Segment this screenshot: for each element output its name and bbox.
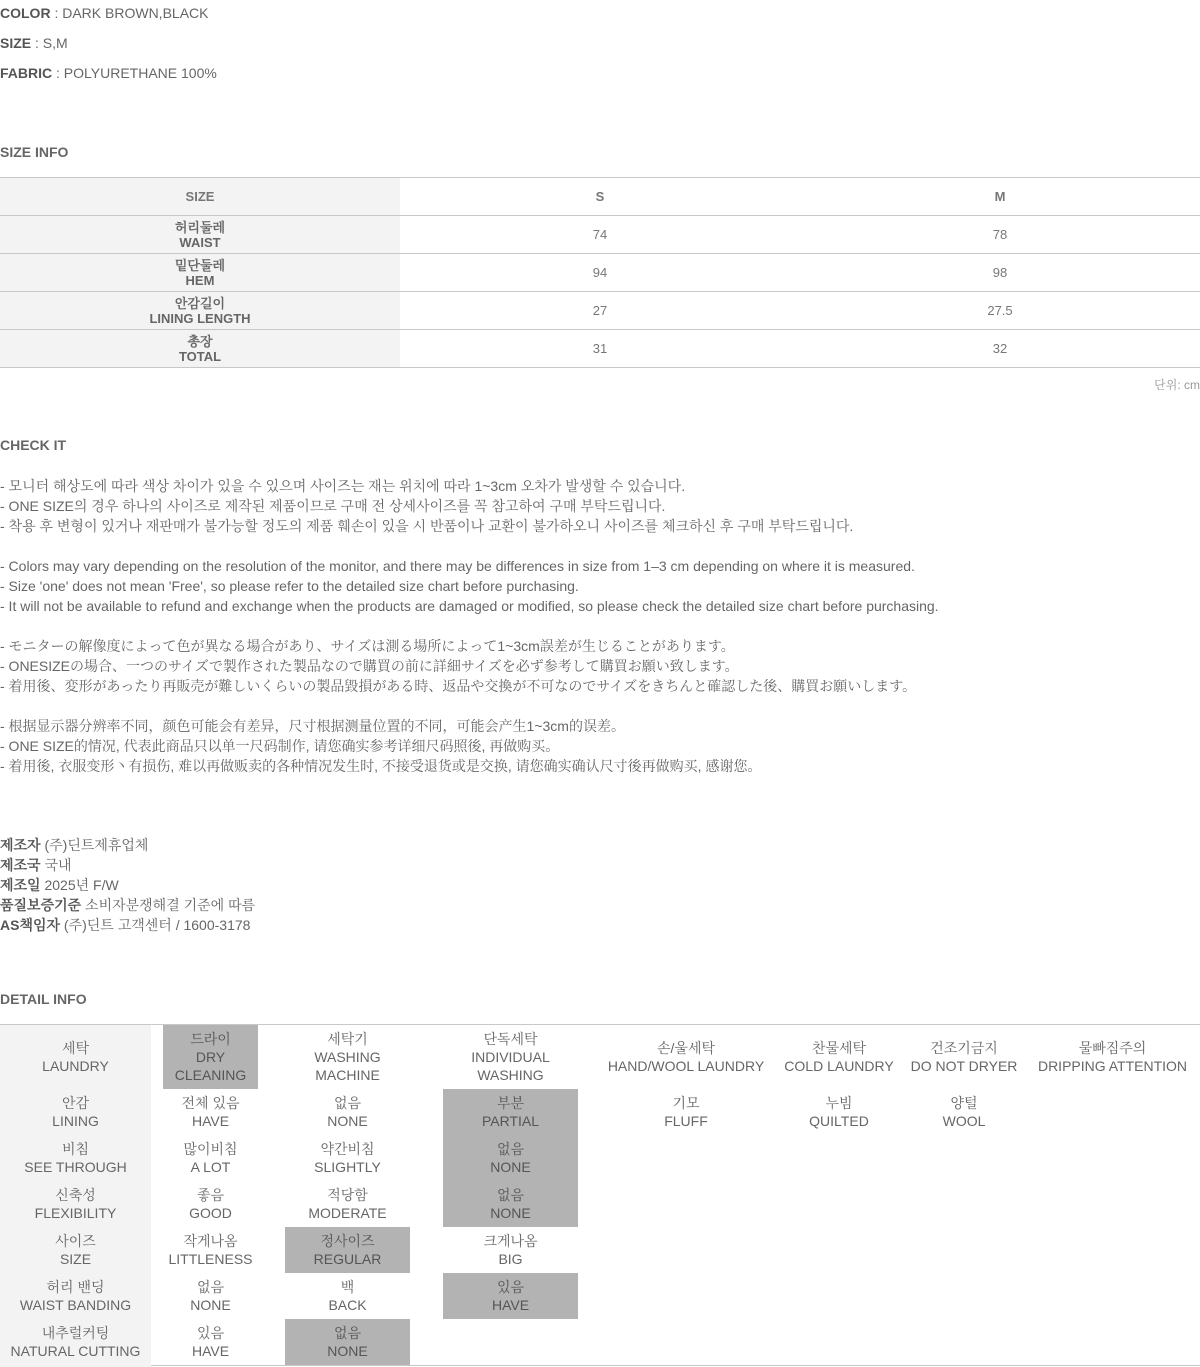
laundry-option <box>780 1025 898 1089</box>
lining-option-text: 누빔 <box>825 1095 853 1111</box>
manufacture-line <box>0 915 255 935</box>
detail-option <box>163 1273 258 1319</box>
laundry-label <box>0 1025 151 1089</box>
detail-option <box>285 1181 410 1227</box>
detail-option-text: 있음 <box>196 1325 225 1341</box>
detail-option-text: NONE <box>490 1205 531 1221</box>
table-row <box>0 330 1200 368</box>
laundry-label-text: LAUNDRY <box>42 1058 109 1074</box>
laundry-option-text: 단독세탁 <box>483 1031 538 1047</box>
lining-option-text: 없음 <box>333 1095 362 1111</box>
spec-fabric <box>0 65 217 81</box>
detail-option <box>443 1135 578 1181</box>
laundry-option-text: 물빠짐주의 <box>1078 1040 1147 1056</box>
detail-row-label-text: SEE THROUGH <box>24 1159 127 1175</box>
note-line: - モニターの解像度によって色が異なる場合があり、サイズは測る場所によって1~3cm誤差が生じることがあります。 <box>0 638 735 654</box>
laundry-option <box>1030 1025 1195 1089</box>
manufacture-value: 소비자분쟁해결 기준에 따름 <box>81 897 256 913</box>
detail-row-label-text: 비침 <box>61 1141 90 1157</box>
measure-label <box>0 216 400 254</box>
size-value: 74 <box>400 216 800 254</box>
lining-label-text: 안감 <box>61 1095 90 1111</box>
detail-row-label <box>0 1319 151 1365</box>
detail-option <box>163 1181 258 1227</box>
laundry-option-text: DO NOT DRYER <box>910 1058 1018 1074</box>
manufacture-line <box>0 855 255 875</box>
detail-option-text: NONE <box>490 1159 531 1175</box>
manufacture-value: 2025년 F/W <box>40 877 119 893</box>
lining-option-text: PARTIAL <box>481 1113 540 1129</box>
laundry-option-text: 찬물세탁 <box>811 1040 867 1056</box>
lining-option <box>905 1089 1023 1135</box>
detail-option <box>163 1319 258 1365</box>
detail-row-label-text: 내추럴커팅 <box>41 1325 110 1341</box>
detail-option-text: 백 <box>340 1279 355 1295</box>
detail-option-text: 있음 <box>496 1279 525 1295</box>
laundry-option-text: 건조기금지 <box>930 1040 998 1056</box>
detail-row-label <box>0 1135 151 1181</box>
detail-row-label <box>0 1181 151 1227</box>
size-value: 32 <box>800 330 1200 368</box>
note-line: - 着用後、変形があったり再販売が難しいくらいの製品毀損がある時、返品や交換が不可なのでサイズをきちんと確認した後、購買お願いします。 <box>0 678 917 694</box>
size-info-title: SIZE INFO <box>0 144 69 160</box>
spec-label: COLOR <box>0 5 51 21</box>
note-line: - 着用後, 衣服变形丶有损伤, 难以再做贩卖的各种情况发生时, 不接受退货或是交换, 请您确实确认尺寸後再做购买, 感谢您。 <box>0 758 762 774</box>
laundry-option-text: 손/울세탁 <box>657 1040 715 1056</box>
detail-option-text: 약간비침 <box>320 1141 375 1157</box>
measure-label <box>0 292 400 330</box>
unit-note: 단위: cm <box>1154 378 1200 392</box>
detail-option <box>163 1135 258 1181</box>
detail-row-label-text: 허리 밴딩 <box>46 1279 105 1295</box>
spec-size <box>0 35 68 51</box>
note-line: - ONESIZEの場合、一つのサイズで製作された製品なので購買の前に詳細サイズを必ず参考して購買お願い致します。 <box>0 658 739 674</box>
manufacture-info <box>0 835 255 935</box>
laundry-option <box>163 1025 258 1089</box>
note-line: - 착용 후 변형이 있거나 재판매가 불가능할 정도의 제품 훼손이 있을 시 반품이나 교환이 불가하오니 사이즈를 체크하신 후 구매 부탁드립니다. <box>0 518 854 534</box>
size-value: 98 <box>800 254 1200 292</box>
detail-option <box>285 1319 410 1365</box>
lining-option-text: 양털 <box>950 1095 978 1111</box>
spec-label: FABRIC <box>0 65 53 81</box>
check-it-notes <box>0 476 939 776</box>
detail-option-text: NONE <box>327 1343 368 1359</box>
detail-option-text: 없음 <box>496 1141 525 1157</box>
detail-option-text: BIG <box>498 1251 523 1267</box>
lining-option <box>285 1089 410 1135</box>
detail-row-label <box>0 1273 151 1319</box>
spec-value: : POLYURETHANE 100% <box>52 65 217 81</box>
size-value: 78 <box>800 216 1200 254</box>
detail-row-label-text: 신축성 <box>55 1187 96 1203</box>
measure-label-kr: 허리둘레 <box>174 219 226 235</box>
measure-label-en: WAIST <box>179 234 221 250</box>
detail-option-text: A LOT <box>190 1159 231 1175</box>
manufacture-line <box>0 875 255 895</box>
laundry-option <box>285 1025 410 1089</box>
detail-option-text: 적당함 <box>327 1187 368 1203</box>
size-header-cell: SIZE <box>0 178 400 216</box>
spec-color <box>0 5 208 21</box>
lining-label <box>0 1089 151 1135</box>
laundry-label-text: 세탁 <box>61 1040 90 1056</box>
detail-option <box>285 1135 410 1181</box>
lining-option <box>605 1089 767 1135</box>
detail-row-label <box>0 1227 151 1273</box>
measure-label-en: LINING LENGTH <box>149 310 251 326</box>
manufacture-value: (주)딘트제휴업체 <box>40 837 149 853</box>
note-line: - 根据显示器分辨率不同，颜色可能会有差异，尺寸根据测量位置的不同，可能会产生1~3cm的误差。 <box>0 718 625 734</box>
detail-option-text: NONE <box>190 1297 231 1313</box>
measure-label-kr: 총장 <box>187 333 213 349</box>
detail-option <box>285 1227 410 1273</box>
detail-info-grid <box>0 1024 1200 1366</box>
lining-label-text: LINING <box>52 1113 99 1129</box>
detail-option-text: LITTLENESS <box>168 1251 253 1267</box>
detail-row-label-text: FLEXIBILITY <box>34 1205 117 1221</box>
detail-option-text: HAVE <box>191 1343 230 1359</box>
lining-option-text: HAVE <box>191 1113 230 1129</box>
size-value: 27 <box>400 292 800 330</box>
detail-info-title: DETAIL INFO <box>0 991 87 1007</box>
lining-option-text: WOOL <box>942 1113 986 1129</box>
laundry-option-text: HAND/WOOL LAUNDRY <box>607 1058 765 1074</box>
laundry-option-text: DRY <box>195 1049 226 1065</box>
manufacture-value: (주)딘트 고객센터 / 1600-3178 <box>60 917 251 933</box>
manufacture-line <box>0 895 255 915</box>
note-line: - It will not be available to refund and exchange when the products are damaged or modified, so please check the detailed size chart before purchasing. <box>0 598 939 614</box>
check-it-title: CHECK IT <box>0 437 67 453</box>
detail-option <box>163 1227 258 1273</box>
manufacture-line <box>0 835 255 855</box>
detail-row-label-text: NATURAL CUTTING <box>10 1343 141 1359</box>
lining-option <box>443 1089 578 1135</box>
detail-option <box>285 1273 410 1319</box>
manufacture-value: 국내 <box>40 857 72 873</box>
detail-option-text: 없음 <box>196 1279 225 1295</box>
laundry-option-text: INDIVIDUAL WASHING <box>471 1049 550 1083</box>
manufacture-label: 제조자 <box>0 837 41 853</box>
manufacture-label: AS책임자 <box>0 917 61 933</box>
table-row <box>0 254 1200 292</box>
lining-option-text: 기모 <box>672 1095 700 1111</box>
detail-option-text: REGULAR <box>313 1251 382 1267</box>
detail-row-label-text: SIZE <box>59 1251 92 1267</box>
detail-option-text: 많이비침 <box>183 1141 238 1157</box>
note-line: - ONE SIZE의 경우 하나의 사이즈로 제작된 제품이므로 구매 전 상세사이즈를 꼭 참고하여 구매 부탁드립니다. <box>0 498 666 514</box>
detail-option-text: SLIGHTLY <box>314 1159 381 1175</box>
laundry-option-text: CLEANING <box>174 1067 247 1083</box>
detail-option <box>443 1227 578 1273</box>
measure-label <box>0 330 400 368</box>
note-line: - ONE SIZE的情况, 代表此商品只以单一尺码制作, 请您确实参考详细尺码照後, 再做购买。 <box>0 738 560 754</box>
detail-row-label-text: WAIST BANDING <box>19 1297 132 1313</box>
lining-option-text: 부분 <box>496 1095 525 1111</box>
detail-option <box>443 1181 578 1227</box>
size-header-cell: M <box>800 178 1200 216</box>
size-header-cell: S <box>400 178 800 216</box>
table-row <box>0 292 1200 330</box>
detail-option-text: 크게나옴 <box>483 1233 538 1249</box>
detail-option-text: 작게나옴 <box>183 1233 238 1249</box>
lining-option-text: 전체 있음 <box>181 1095 240 1111</box>
lining-option <box>163 1089 258 1135</box>
measure-label <box>0 254 400 292</box>
laundry-option-text: DRIPPING ATTENTION <box>1037 1058 1188 1074</box>
table-row <box>0 216 1200 254</box>
measure-label-en: HEM <box>185 272 215 288</box>
measure-label-kr: 안감길이 <box>174 295 226 311</box>
detail-option-text: 없음 <box>333 1325 362 1341</box>
note-line: - 모니터 해상도에 따라 색상 차이가 있을 수 있으며 사이즈는 재는 위치에 따라 1~3cm 오차가 발생할 수 있습니다. <box>0 478 686 494</box>
detail-option-text: BACK <box>328 1297 367 1313</box>
laundry-option <box>605 1025 767 1089</box>
lining-option-text: QUILTED <box>809 1113 869 1129</box>
lining-option <box>780 1089 898 1135</box>
manufacture-label: 제조일 <box>0 877 41 893</box>
size-value: 94 <box>400 254 800 292</box>
measure-label-en: TOTAL <box>178 348 222 364</box>
note-line: - Size 'one' does not mean 'Free', so please refer to the detailed size chart before purchasing. <box>0 578 579 594</box>
laundry-option-text: COLD LAUNDRY <box>784 1058 894 1074</box>
laundry-option-text: 드라이 <box>190 1031 231 1047</box>
detail-option-text: GOOD <box>189 1205 232 1221</box>
spec-value: : S,M <box>31 35 68 51</box>
laundry-option-text: WASHING MACHINE <box>314 1049 381 1083</box>
detail-row-label-text: 사이즈 <box>55 1233 96 1249</box>
detail-option <box>443 1273 578 1319</box>
manufacture-label: 제조국 <box>0 857 41 873</box>
size-table <box>0 177 1200 368</box>
lining-option-text: FLUFF <box>664 1113 708 1129</box>
note-line: - Colors may vary depending on the resolution of the monitor, and there may be differences in size from 1–3 cm depending on where it is measured. <box>0 558 915 574</box>
size-table-header <box>0 178 1200 216</box>
detail-option-text: HAVE <box>491 1297 530 1313</box>
size-value: 31 <box>400 330 800 368</box>
spec-value: : DARK BROWN,BLACK <box>50 5 209 21</box>
detail-option-text: MODERATE <box>308 1205 387 1221</box>
laundry-option <box>443 1025 578 1089</box>
manufacture-label: 품질보증기준 <box>0 897 82 913</box>
size-value: 27.5 <box>800 292 1200 330</box>
measure-label-kr: 밑단둘레 <box>174 257 226 273</box>
laundry-option <box>905 1025 1023 1089</box>
spec-label: SIZE <box>0 35 32 51</box>
lining-option-text: NONE <box>327 1113 368 1129</box>
detail-option-text: 좋음 <box>196 1187 225 1203</box>
laundry-option-text: 세탁기 <box>327 1031 368 1047</box>
detail-option-text: 정사이즈 <box>320 1233 375 1249</box>
detail-option-text: 없음 <box>496 1187 525 1203</box>
